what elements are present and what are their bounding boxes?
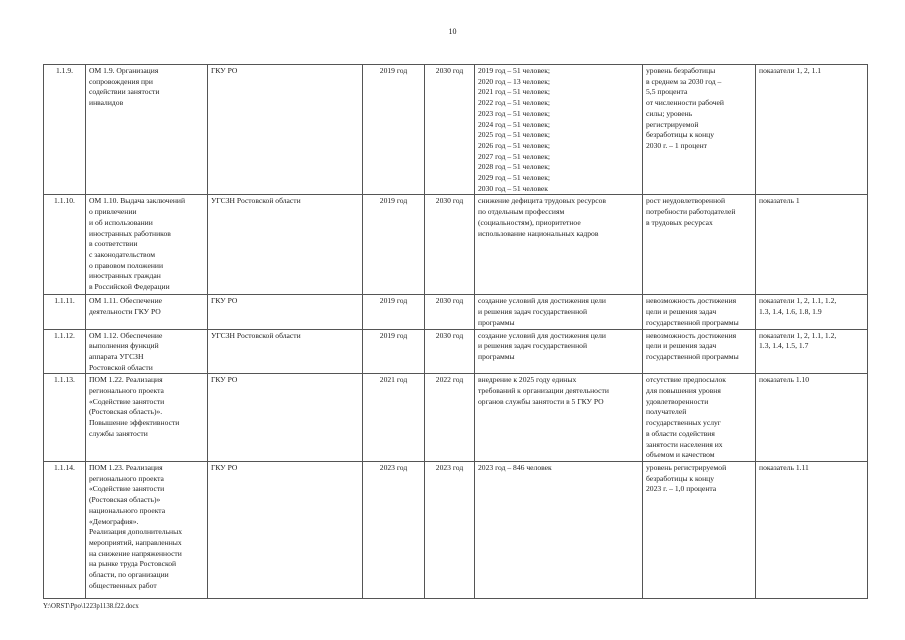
consequence-cell-line: государственных услуг bbox=[646, 418, 721, 428]
consequence-cell-line: от численности рабочей bbox=[646, 98, 724, 108]
measure-name-cell-line: в Российской Федерации bbox=[89, 282, 170, 292]
measure-name-cell-line: «Содействие занятости bbox=[89, 396, 165, 406]
measure-name-cell-line: содействии занятости bbox=[89, 87, 160, 97]
row-number-cell: 1.1.13. bbox=[44, 374, 86, 462]
expected-result-cell-line: 2027 год – 51 человек; bbox=[478, 151, 551, 161]
consequence-cell-line: объемом и качеством bbox=[646, 450, 715, 460]
start-year-cell: 2019 год bbox=[363, 295, 425, 329]
consequence-cell-line: в среднем за 2030 год – bbox=[646, 76, 722, 86]
measure-name-cell bbox=[86, 295, 208, 329]
measure-name-cell-line: ПОМ 1.22. Реализация bbox=[89, 375, 163, 385]
measure-name-cell-line: и об использовании bbox=[89, 217, 153, 227]
measure-name-cell-line: ОМ 1.12. Обеспечение bbox=[89, 330, 163, 340]
indicators-cell bbox=[756, 329, 868, 374]
measure-name-cell-line: Реализация дополнительных bbox=[89, 527, 183, 537]
measure-name-cell-line: на снижение напряженности bbox=[89, 548, 182, 558]
measure-name-cell bbox=[86, 195, 208, 295]
measure-name-cell-line: аппарата УГСЗН bbox=[89, 351, 144, 361]
consequence-cell-line: получателей bbox=[646, 407, 687, 417]
indicators-cell-line: показатель 1 bbox=[759, 196, 800, 206]
expected-result-cell-line: 2022 год – 51 человек; bbox=[478, 98, 551, 108]
consequence-cell bbox=[643, 195, 756, 295]
measure-name-cell-line: национального проекта bbox=[89, 505, 166, 515]
measure-name-cell-line: в соответствии bbox=[89, 239, 138, 249]
table-row bbox=[44, 461, 868, 598]
start-year-cell: 2021 год bbox=[363, 374, 425, 462]
expected-result-cell-line: использование национальных кадров bbox=[478, 228, 599, 238]
consequence-cell-line: 5,5 процента bbox=[646, 87, 688, 97]
indicators-cell-line: показатели 1, 2, 1.1, 1.2, bbox=[759, 296, 837, 306]
expected-result-cell-line: программы bbox=[478, 317, 515, 327]
measure-name-cell-line: ОМ 1.9. Организация bbox=[89, 66, 159, 75]
executor-cell: УГСЗН Ростовской области bbox=[208, 329, 363, 374]
end-year-cell: 2030 год bbox=[425, 329, 475, 374]
table-row bbox=[44, 195, 868, 295]
measure-name-cell-line: регионального проекта bbox=[89, 386, 164, 396]
measure-name-cell-line: ПОМ 1.23. Реализация bbox=[89, 462, 163, 472]
consequence-cell-line: рост неудовлетворенной bbox=[646, 196, 726, 206]
start-year-cell: 2019 год bbox=[363, 65, 425, 195]
expected-result-cell bbox=[475, 195, 643, 295]
expected-result-cell-line: снижение дефицита трудовых ресурсов bbox=[478, 196, 606, 206]
consequence-cell-line: уровень регистрируемой bbox=[646, 462, 727, 472]
table-row bbox=[44, 329, 868, 374]
table-row bbox=[44, 65, 868, 195]
consequence-cell-line: безработицы к концу bbox=[646, 473, 715, 483]
measure-name-cell-line: (Ростовская область)». bbox=[89, 407, 163, 417]
table-row bbox=[44, 295, 868, 329]
measure-name-cell-line: о правовом положении bbox=[89, 260, 164, 270]
end-year-cell: 2030 год bbox=[425, 65, 475, 195]
end-year-cell: 2030 год bbox=[425, 295, 475, 329]
measure-name-cell-line: Ростовской области bbox=[89, 362, 153, 372]
executor-cell: ГКУ РО bbox=[208, 461, 363, 598]
expected-result-cell bbox=[475, 295, 643, 329]
table-row bbox=[44, 374, 868, 462]
executor-cell: ГКУ РО bbox=[208, 295, 363, 329]
consequence-cell-line: невозможность достижения bbox=[646, 296, 737, 306]
consequence-cell-line: потребности работодателей bbox=[646, 207, 736, 217]
measure-name-cell-line: службы занятости bbox=[89, 428, 148, 438]
consequence-cell-line: в области содействия bbox=[646, 428, 715, 438]
expected-result-cell-line: 2025 год – 51 человек; bbox=[478, 130, 551, 140]
expected-result-cell-line: 2026 год – 51 человек; bbox=[478, 140, 551, 150]
consequence-cell-line: в трудовых ресурсах bbox=[646, 217, 713, 227]
consequence-cell bbox=[643, 295, 756, 329]
consequence-cell-line: цели и решения задач bbox=[646, 341, 717, 351]
consequence-cell-line: безработицы к концу bbox=[646, 130, 715, 140]
indicators-cell-line: 1.3, 1.4, 1.6, 1.8, 1.9 bbox=[759, 307, 822, 317]
expected-result-cell-line: 2023 год – 846 человек bbox=[478, 462, 552, 472]
executor-cell: ГКУ РО bbox=[208, 65, 363, 195]
measure-name-cell bbox=[86, 65, 208, 195]
expected-result-cell-line: 2024 год – 51 человек; bbox=[478, 119, 551, 129]
program-table bbox=[43, 64, 868, 599]
indicators-cell bbox=[756, 65, 868, 195]
expected-result-cell bbox=[475, 329, 643, 374]
executor-cell: УГСЗН Ростовской области bbox=[208, 195, 363, 295]
indicators-cell-line: показатели 1, 2, 1.1 bbox=[759, 66, 822, 75]
consequence-cell-line: цели и решения задач bbox=[646, 307, 717, 317]
consequence-cell-line: невозможность достижения bbox=[646, 330, 737, 340]
indicators-cell-line: показатели 1, 2, 1.1, 1.2, bbox=[759, 330, 837, 340]
measure-name-cell-line: сопровождения при bbox=[89, 76, 153, 86]
consequence-cell-line: 2030 г. – 1 процент bbox=[646, 140, 708, 150]
indicators-cell bbox=[756, 295, 868, 329]
consequence-cell-line: удовлетворенности bbox=[646, 396, 709, 406]
measure-name-cell-line: Повышение эффективности bbox=[89, 418, 180, 428]
expected-result-cell-line: (социальностям), приоритетное bbox=[478, 217, 581, 227]
page-number: 10 bbox=[448, 27, 457, 36]
expected-result-cell-line: 2019 год – 51 человек; bbox=[478, 66, 551, 75]
measure-name-cell-line: инвалидов bbox=[89, 98, 124, 108]
end-year-cell: 2023 год bbox=[425, 461, 475, 598]
expected-result-cell-line: создание условий для достижения цели bbox=[478, 296, 606, 306]
measure-name-cell-line: ОМ 1.10. Выдача заключений bbox=[89, 196, 186, 206]
expected-result-cell-line: 2028 год – 51 человек; bbox=[478, 162, 551, 172]
consequence-cell bbox=[643, 461, 756, 598]
measure-name-cell-line: иностранных граждан bbox=[89, 271, 161, 281]
measure-name-cell-line: «Демография». bbox=[89, 516, 139, 526]
measure-name-cell-line: «Содействие занятости bbox=[89, 484, 165, 494]
consequence-cell bbox=[643, 65, 756, 195]
row-number-cell: 1.1.11. bbox=[44, 295, 86, 329]
row-number-cell: 1.1.10. bbox=[44, 195, 86, 295]
expected-result-cell-line: внедрение к 2025 году единых bbox=[478, 375, 577, 385]
measure-name-cell-line: регионального проекта bbox=[89, 473, 164, 483]
end-year-cell: 2030 год bbox=[425, 195, 475, 295]
measure-name-cell-line: деятельности ГКУ РО bbox=[89, 307, 161, 317]
consequence-cell-line: государственной программы bbox=[646, 351, 739, 361]
consequence-cell-line: регистрируемой bbox=[646, 119, 699, 129]
file-path-footer: Y:\ORST\Ppo\1223p1138.f22.docx bbox=[43, 603, 139, 610]
indicators-cell-line: 1.3, 1.4, 1.5, 1.7 bbox=[759, 341, 809, 351]
measure-name-cell-line: мероприятий, направленных bbox=[89, 537, 182, 547]
consequence-cell-line: отсутствие предпосылок bbox=[646, 375, 726, 385]
expected-result-cell-line: органов службы занятости в 5 ГКУ РО bbox=[478, 396, 604, 406]
expected-result-cell-line: программы bbox=[478, 351, 515, 361]
measure-name-cell-line: с законодательством bbox=[89, 249, 156, 259]
expected-result-cell-line: и решения задач государственной bbox=[478, 341, 588, 351]
expected-result-cell-line: и решения задач государственной bbox=[478, 307, 588, 317]
start-year-cell: 2019 год bbox=[363, 329, 425, 374]
expected-result-cell bbox=[475, 374, 643, 462]
measure-name-cell bbox=[86, 461, 208, 598]
row-number-cell: 1.1.12. bbox=[44, 329, 86, 374]
expected-result-cell bbox=[475, 65, 643, 195]
measure-name-cell-line: иностранных работников bbox=[89, 228, 171, 238]
expected-result-cell-line: 2030 год – 51 человек bbox=[478, 183, 548, 193]
start-year-cell: 2023 год bbox=[363, 461, 425, 598]
consequence-cell-line: 2023 г. – 1,0 процента bbox=[646, 484, 717, 494]
measure-name-cell-line: общественных работ bbox=[89, 580, 157, 590]
indicators-cell bbox=[756, 374, 868, 462]
consequence-cell bbox=[643, 374, 756, 462]
indicators-cell bbox=[756, 461, 868, 598]
expected-result-cell-line: 2023 год – 51 человек; bbox=[478, 108, 551, 118]
indicators-cell bbox=[756, 195, 868, 295]
indicators-cell-line: показатель 1.10 bbox=[759, 375, 810, 385]
measure-name-cell-line: выполнения функций bbox=[89, 341, 159, 351]
row-number-cell: 1.1.14. bbox=[44, 461, 86, 598]
expected-result-cell-line: 2020 год – 13 человек; bbox=[478, 76, 551, 86]
end-year-cell: 2022 год bbox=[425, 374, 475, 462]
expected-result-cell-line: создание условий для достижения цели bbox=[478, 330, 606, 340]
expected-result-cell-line: по отдельным профессиям bbox=[478, 207, 565, 217]
expected-result-cell-line: 2021 год – 51 человек; bbox=[478, 87, 551, 97]
consequence-cell-line: уровень безработицы bbox=[646, 66, 716, 75]
consequence-cell-line: силы; уровень bbox=[646, 108, 693, 118]
measure-name-cell-line: области, по организации bbox=[89, 570, 169, 580]
consequence-cell-line: для повышения уровня bbox=[646, 386, 721, 396]
measure-name-cell-line: на рынке труда Ростовской bbox=[89, 559, 177, 569]
consequence-cell-line: государственной программы bbox=[646, 317, 739, 327]
consequence-cell bbox=[643, 329, 756, 374]
expected-result-cell-line: 2029 год – 51 человек; bbox=[478, 173, 551, 183]
row-number-cell: 1.1.9. bbox=[44, 65, 86, 195]
measure-name-cell-line: о привлечении bbox=[89, 207, 137, 217]
measure-name-cell bbox=[86, 329, 208, 374]
executor-cell: ГКУ РО bbox=[208, 374, 363, 462]
consequence-cell-line: занятости населения их bbox=[646, 439, 723, 449]
expected-result-cell bbox=[475, 461, 643, 598]
start-year-cell: 2019 год bbox=[363, 195, 425, 295]
measure-name-cell-line: ОМ 1.11. Обеспечение bbox=[89, 296, 163, 306]
indicators-cell-line: показатель 1.11 bbox=[759, 462, 809, 472]
measure-name-cell bbox=[86, 374, 208, 462]
expected-result-cell-line: требований к организации деятельности bbox=[478, 386, 609, 396]
measure-name-cell-line: (Ростовская область)» bbox=[89, 495, 161, 505]
